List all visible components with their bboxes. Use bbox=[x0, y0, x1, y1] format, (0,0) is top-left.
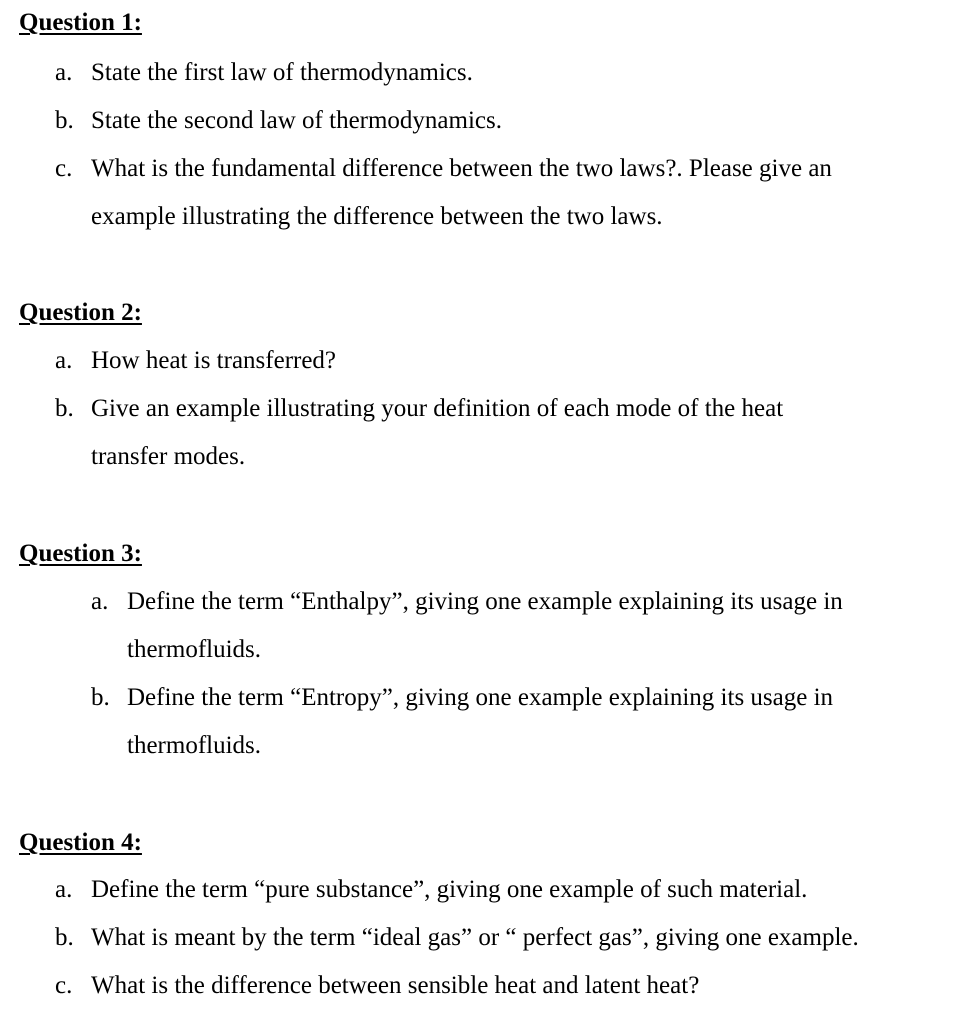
question-4-item-c bbox=[55, 962, 945, 1010]
question-3-item-b bbox=[91, 674, 941, 770]
item-marker: a. bbox=[91, 588, 109, 615]
item-marker: a. bbox=[55, 876, 73, 903]
item-marker: b. bbox=[55, 395, 74, 422]
item-text-line-1: Define the term “Entropy”, giving one example explaining its usage in bbox=[127, 684, 834, 711]
question-1-item-a bbox=[55, 49, 925, 97]
item-marker: b. bbox=[55, 107, 74, 134]
question-4-heading: Question 4: bbox=[19, 829, 142, 856]
question-2-heading: Question 2: bbox=[19, 299, 142, 326]
question-1-item-b bbox=[55, 97, 925, 145]
item-text-line-2: thermofluids. bbox=[127, 732, 262, 759]
item-marker: a. bbox=[55, 59, 73, 86]
question-2-item-b bbox=[55, 385, 925, 481]
item-marker: a. bbox=[55, 347, 73, 374]
item-text-line-1: Give an example illustrating your definition of each mode of the heat bbox=[91, 395, 784, 422]
item-text: Define the term “pure substance”, giving one example of such material. bbox=[91, 876, 808, 903]
item-marker: b. bbox=[91, 684, 110, 711]
item-text: What is meant by the term “ideal gas” or “ perfect gas”, giving one example. bbox=[91, 924, 859, 951]
item-marker: c. bbox=[55, 972, 73, 999]
item-marker: b. bbox=[55, 924, 74, 951]
question-1-heading: Question 1: bbox=[19, 9, 142, 36]
item-text: What is the difference between sensible heat and latent heat? bbox=[91, 972, 700, 999]
question-1-item-c bbox=[55, 145, 925, 241]
item-marker: c. bbox=[55, 155, 73, 182]
question-4-item-a bbox=[55, 866, 945, 914]
question-3-heading: Question 3: bbox=[19, 540, 142, 567]
item-text: State the first law of thermodynamics. bbox=[91, 59, 473, 86]
item-text: State the second law of thermodynamics. bbox=[91, 107, 502, 134]
question-3-item-a bbox=[91, 578, 941, 674]
question-4-item-b bbox=[55, 914, 945, 962]
item-text: How heat is transferred? bbox=[91, 347, 337, 374]
item-text-line-1: What is the fundamental difference between the two laws?. Please give an bbox=[91, 155, 832, 182]
item-text-line-1: Define the term “Enthalpy”, giving one example explaining its usage in bbox=[127, 588, 843, 615]
item-text-line-2: thermofluids. bbox=[127, 636, 262, 663]
question-2-item-a bbox=[55, 337, 925, 385]
item-text-line-2: transfer modes. bbox=[91, 443, 246, 470]
item-text-line-2: example illustrating the difference between the two laws. bbox=[91, 203, 663, 230]
